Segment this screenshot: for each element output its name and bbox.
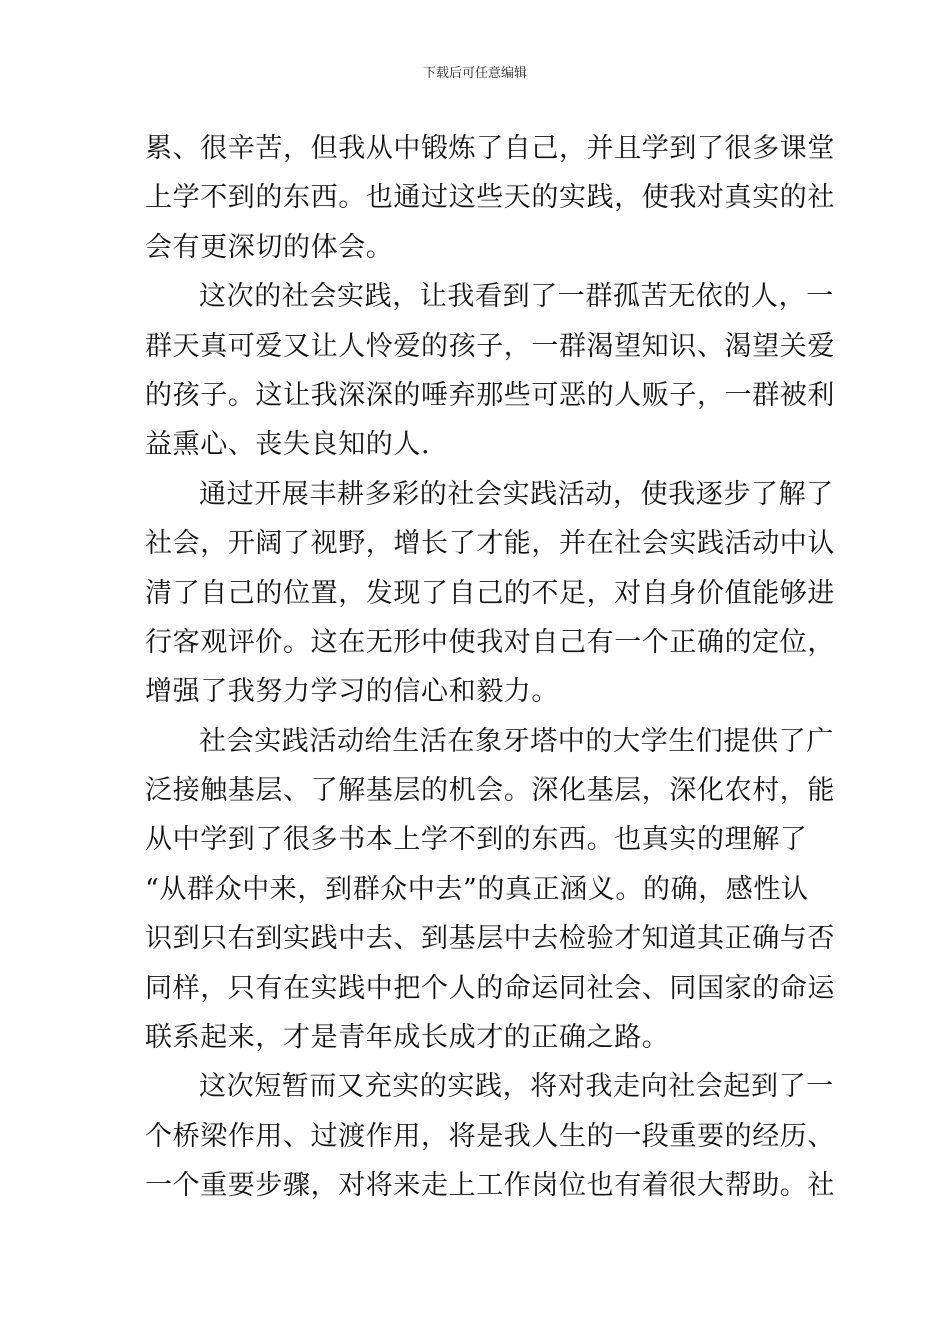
document-body [145, 124, 835, 1211]
text-line: 同样，只有在实践中把个人的命运同社会、同国家的命运 [145, 972, 835, 1004]
text-line: 益熏心、丧失良知的人. [145, 429, 431, 461]
paragraph-first-line: 这次的社会实践，让我看到了一群孤苦无依的人，一 [199, 281, 834, 313]
text-line: “从群众中来，到群众中去”的真正涵义。的确，感性认 [145, 873, 809, 905]
text-line: 从中学到了很多书本上学不到的东西。也真实的理解了 [145, 824, 808, 856]
text-line: 增强了我努力学习的信心和毅力。 [145, 676, 559, 708]
text-line: 清了自己的位置，发现了自己的不足，对自身价值能够进 [145, 577, 835, 609]
text-line: 联系起来，才是青年成长成才的正确之路。 [145, 1022, 670, 1054]
paragraph-first-line: 这次短暂而又充实的实践，将对我走向社会起到了一 [199, 1071, 834, 1103]
text-line: 社会，开阔了视野，增长了才能，并在社会实践活动中认 [145, 528, 835, 560]
text-line: 的孩子。这让我深深的唾弃那些可恶的人贩子，一群被利 [145, 379, 835, 411]
paragraph-first-line: 社会实践活动给生活在象牙塔中的大学生们提供了广 [199, 725, 834, 757]
page-header: 下载后可任意编辑 [422, 66, 527, 81]
text-line: 上学不到的东西。也通过这些天的实践，使我对真实的社 [145, 182, 835, 214]
paragraph-first-line: 通过开展丰耕多彩的社会实践活动，使我逐步了解了 [199, 478, 834, 510]
text-line: 泛接触基层、了解基层的机会。深化基层，深化农村，能 [145, 775, 835, 807]
text-line: 会有更深切的体会。 [145, 231, 394, 263]
text-line: 累、很辛苦，但我从中锻炼了自己，并且学到了很多课堂 [145, 133, 835, 164]
text-line: 群天真可爱又让人怜爱的孩子，一群渴望知识、渴望关爱 [145, 330, 835, 362]
text-line: 行客观评价。这在无形中使我对自己有一个正确的定位， [145, 626, 835, 658]
text-line: 识到只右到实践中去、到基层中去检验才知道其正确与否 [145, 923, 835, 955]
text-line: 一个重要步骤，对将来走上工作岗位也有着很大帮助。社 [145, 1170, 835, 1202]
text-line: 个桥梁作用、过渡作用，将是我人生的一段重要的经历、 [145, 1120, 835, 1152]
